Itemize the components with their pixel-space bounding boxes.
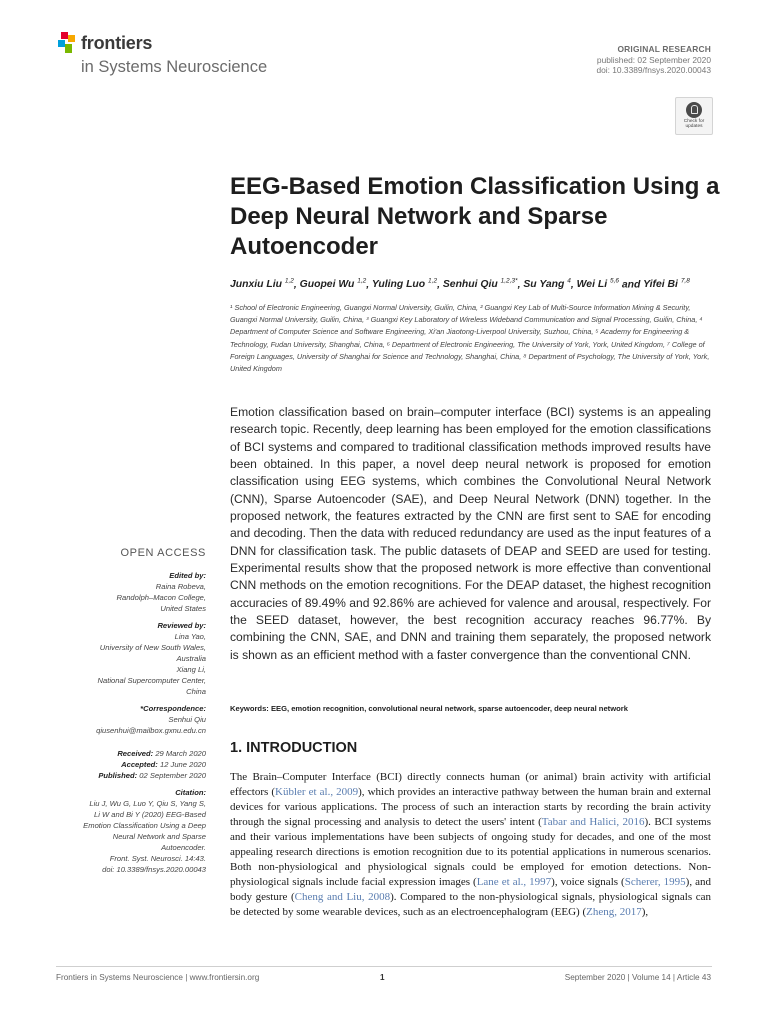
accepted-date: 12 June 2020 — [159, 760, 206, 769]
author-name[interactable]: Yifei Bi $^{7,8}$ — [643, 278, 690, 291]
citation-line: Neural Network and Sparse — [112, 832, 206, 841]
citation-line: Liu J, Wu G, Luo Y, Qiu S, Yang S, — [89, 799, 206, 808]
citation-link[interactable]: Kübler et al., 2009 — [275, 786, 359, 799]
editor-line: Raina Robeva, — [155, 582, 206, 591]
journal-subtitle: in Systems Neuroscience — [81, 58, 268, 76]
abstract: Emotion classification based on brain–computer interface (BCI) systems is an appealing research topic. Recently, deep learning has been employed for the emotion classifications of BCI systems and compared to traditional classification methods improved results have been obtained. In this paper, a novel deep neural network is proposed for emotion classification using EEG systems, which combines the Convolutional Neural Network (CNN), Sparse Autoencoder (SAE), and Deep Neural Network (DNN) together. In the proposed network, the features extracted by the CNN are first sent to SAE for encoding and decoding. Then the data with reduced redundancy are used as the input features of a DNN for classification task. The public datasets of DEAP and SEED are used for testing. Experimental results show that the proposed network is more effective than conventional CNN methods on the emotion recognitions. For the DEAP dataset, the highest recognition accuracies of 89.49% and 92.86% are achieved for valence and arousal, respectively. For the SEED dataset, however, the best recognition accuracy reaches 96.77%. By combining the CNN, SAE, and DNN and training them separately, the proposed network is shown as an efficient method with a faster convergence than the conventional CNN. — [230, 405, 711, 662]
keywords-list: EEG, emotion recognition, convolutional neural network, sparse autoencoder, deep neural network — [270, 704, 628, 713]
open-access-label: OPEN ACCESS — [120, 547, 206, 559]
reviewer-line: Lina Yao, — [174, 632, 206, 641]
journal-logo[interactable] — [56, 32, 296, 82]
citation-label: Citation: — [175, 788, 206, 797]
keywords-label: Keywords: — [230, 704, 269, 713]
received-row — [36, 748, 206, 759]
reviewed-by-label: Reviewed by: — [157, 621, 206, 630]
page-number: 1 — [380, 973, 385, 982]
article-sidebar — [36, 548, 206, 875]
author-list: Junxiu Liu $^{1,2}$, Guopei Wu $^{1,2}$, Yuling Luo $^{1,2}$, Senhui Qiu $^{1,2,3*}$, Su Yang $^4$, Wei Li $^{5,6}$ and Yifei Bi $^{7,8}$ — [230, 278, 690, 291]
published-row — [36, 770, 206, 781]
reviewer-line: National Supercomputer Center, — [97, 676, 206, 685]
reviewer-line: China — [186, 687, 206, 696]
author-name[interactable]: Senhui Qiu $^{1,2,3*}$ — [442, 278, 518, 291]
editor-line: Randolph–Macon College, — [116, 593, 206, 602]
keywords — [230, 704, 720, 713]
citation-doi[interactable]: doi: 10.3389/fnsys.2020.00043 — [102, 865, 206, 874]
published-label: Published: — [98, 771, 138, 780]
author-affiliation-marker: 1,2 — [428, 278, 438, 285]
introduction-paragraph: The Brain–Computer Interface (BCI) directly connects human (or animal) brain activity with artificial effectors (Kübler et al., 2009), which provides an interactive pathway between the human brain and external devices for various applications. The process of such an interaction starts by recording the brain activity through the signal processing and analysis to detect the users' intent (Tabar and Halici, 2016). BCI systems and their various implementations have been subjects of ongoing study for decades, and one of the most appealing research directions is emotion recognition due to its potential applications in numerous scenarios. Both non-physiological and physiological signals could be employed for emotion detections. Non-physiological signals include facial expression images (Lane et al., 1997), voice signals (Scherer, 1995), and body gesture (Cheng and Liu, 2008). Compared to the non-physiological signals, physiological signals can be detected by some wearable devices, such as an electroencephalogram (EEG) (Zheng, 2017), — [230, 771, 712, 919]
frontiers-logo-icon — [56, 32, 78, 56]
correspondence-email[interactable]: qiusenhui@mailbox.gxnu.edu.cn — [96, 726, 206, 735]
footer-issue: September 2020 | Volume 14 | Article 43 — [564, 973, 711, 982]
editor-line: United States — [160, 604, 206, 613]
affiliations: ¹ School of Electronic Engineering, Guangxi Normal University, Guilin, China, ² Guangxi Key Lab of Multi-Source Information Mining & Security, Guangxi Normal University, Guilin, China, ³ Guangxi Key Laboratory of Wireless Wideband Communication and Signal Processing, Guilin, China, ⁴ Department of Computer Science and Software Engineering, Xi'an Jiaotong-Liverpool University, Suzhou, China, ⁵ Academy for Engineering & Technology, Fudan University, Shanghai, China, ⁶ Department of Electronic Engineering, The University of York, York, United Kingdom, ⁷ College of Foreign Languages, University of Shanghai for Science and Technology, Shanghai, China, ⁸ Department of Psychology, The University of York, York, United Kingdom — [230, 303, 710, 374]
author-affiliation-marker: 4 — [567, 278, 571, 285]
author-name[interactable]: Wei Li $^{5,6}$ — [576, 278, 620, 291]
author-affiliation-marker: 1,2 — [284, 278, 294, 285]
received-date: 29 March 2020 — [155, 749, 206, 758]
section-heading-introduction: 1. INTRODUCTION — [230, 740, 358, 756]
article-title: EEG-Based Emotion Classification Using a Deep Neural Network and Sparse Autoencoder — [230, 173, 720, 260]
citation-line: Front. Syst. Neurosci. 14:43. — [109, 854, 206, 863]
journal-brand: frontiers — [81, 33, 153, 53]
article-meta — [596, 44, 711, 76]
citation-link[interactable]: Cheng and Liu, 2008 — [294, 891, 391, 904]
article-type: ORIGINAL RESEARCH — [617, 44, 711, 54]
check-for-updates-label: Check for updates — [683, 119, 705, 130]
citation-link[interactable]: Scherer, 1995 — [624, 876, 686, 889]
published-date-sidebar: 02 September 2020 — [139, 771, 206, 780]
citation-link[interactable]: Tabar and Halici, 2016 — [541, 816, 645, 829]
citation-line: Li W and Bi Y (2020) EEG-Based — [94, 810, 206, 819]
reviewer-line: University of New South Wales, — [99, 643, 206, 652]
author-affiliation-marker: 5,6 — [609, 278, 620, 285]
article-doi[interactable]: doi: 10.3389/fnsys.2020.00043 — [596, 65, 711, 75]
published-date: published: 02 September 2020 — [596, 54, 711, 65]
reviewer-line: Australia — [176, 654, 206, 663]
citation-line: Emotion Classification Using a Deep — [83, 821, 206, 830]
received-label: Received: — [117, 749, 154, 758]
citation-link[interactable]: Zheng, 2017 — [586, 906, 642, 919]
edited-by-label: Edited by: — [169, 571, 206, 580]
check-for-updates-badge[interactable] — [675, 97, 713, 135]
accepted-row — [36, 759, 206, 770]
correspondence-name: Senhui Qiu — [168, 715, 206, 724]
author-affiliation-marker: 1,2,3* — [500, 278, 518, 285]
author-name[interactable]: Yuling Luo $^{1,2}$ — [371, 278, 438, 291]
author-name[interactable]: Junxiu Liu $^{1,2}$ — [230, 278, 294, 291]
correspondence-label: *Correspondence: — [140, 704, 206, 713]
author-name[interactable]: Guopei Wu $^{1,2}$ — [299, 278, 367, 291]
footer-journal[interactable]: Frontiers in Systems Neuroscience | www.frontiersin.org — [56, 973, 260, 982]
author-name[interactable]: Su Yang $^4$ — [523, 278, 571, 291]
author-affiliation-marker: 1,2 — [357, 278, 367, 285]
footer-divider — [56, 966, 712, 967]
accepted-label: Accepted: — [121, 760, 158, 769]
reviewer-line: Xiang Li, — [176, 665, 206, 674]
citation-line: Autoencoder. — [161, 843, 206, 852]
citation-link[interactable]: Lane et al., 1997 — [476, 876, 552, 889]
bookmark-icon — [686, 102, 702, 118]
author-affiliation-marker: 7,8 — [680, 278, 690, 285]
